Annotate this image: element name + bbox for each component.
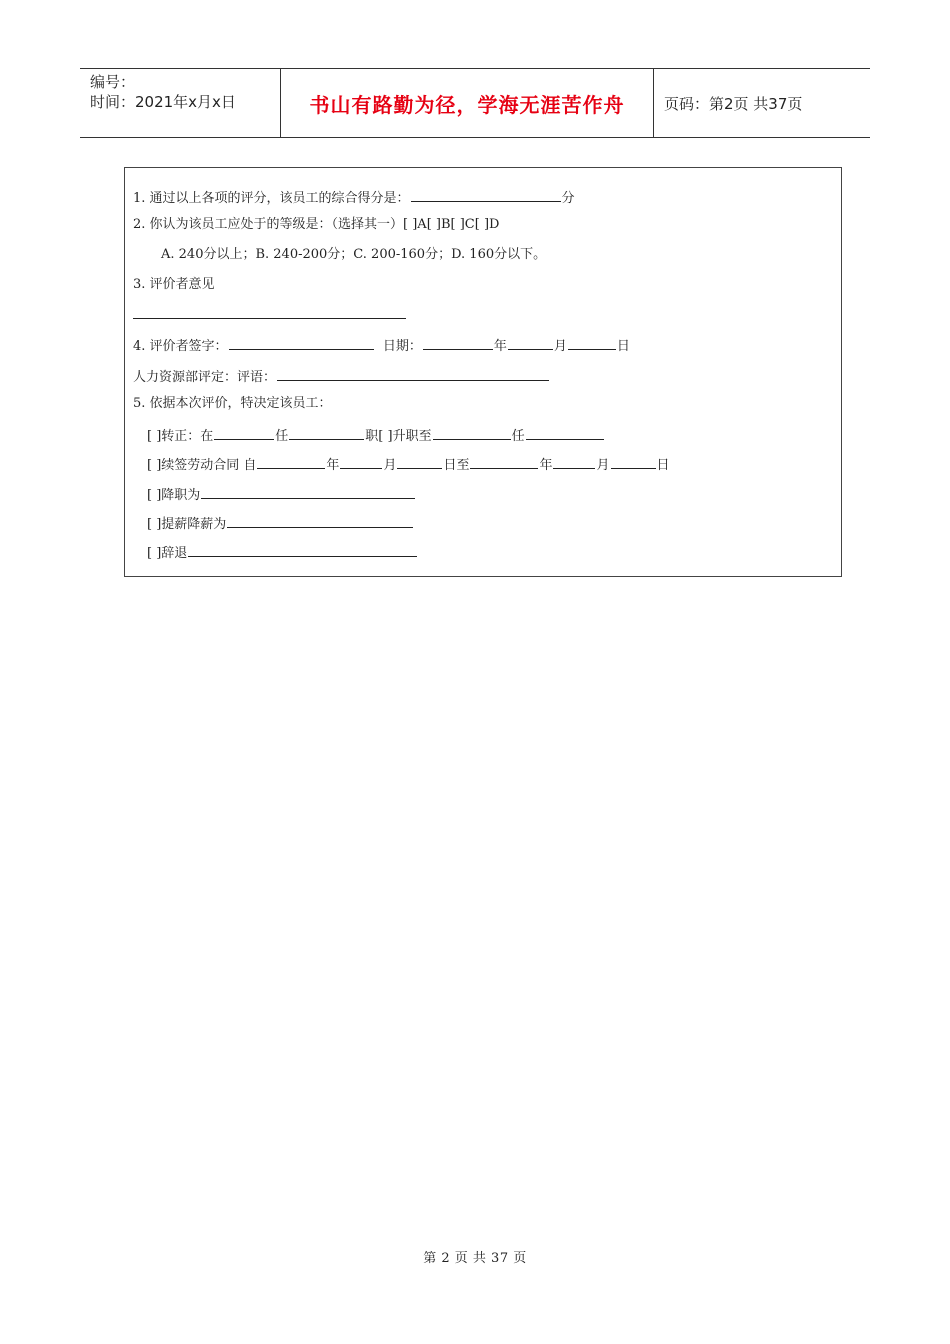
q2-scale: A. 240分以上；B. 240-200分；C. 200-160分；D. 160分以下。 [161, 247, 547, 262]
motto: 书山有路勤为径，学海无涯苦作舟 [309, 92, 625, 117]
hr-row [133, 366, 550, 387]
hr-comment-blank[interactable] [277, 366, 549, 381]
serial-label: 编号： [90, 73, 136, 91]
option-salary-row [147, 513, 414, 534]
header-meta [80, 69, 281, 137]
dismiss-blank[interactable] [188, 542, 417, 557]
confirm-dept-blank[interactable] [214, 425, 274, 440]
month-label: 月 [553, 339, 567, 354]
salary-blank[interactable] [227, 513, 413, 528]
q4-sign: 4. 评价者签字： [133, 339, 228, 354]
q2-row [133, 216, 499, 234]
renew-from-month-blank[interactable] [340, 454, 382, 469]
header-motto-cell [281, 69, 654, 137]
date-month-blank[interactable] [508, 335, 553, 350]
option-confirm-row [147, 425, 605, 446]
q1-row [133, 187, 575, 208]
opt1-prefix[interactable]: [ ]转正：在 [147, 429, 214, 444]
confirm-position-blank[interactable] [289, 425, 364, 440]
opt1-zhi[interactable]: 职[ ]升职至 [365, 429, 432, 444]
signature-blank[interactable] [229, 335, 374, 350]
q1-text: 1. 通过以上各项的评分，该员工的综合得分是： [133, 191, 410, 206]
q5-row [133, 395, 332, 413]
page-footer: 第 2 页 共 37 页 [423, 1251, 527, 1266]
q3-row [133, 276, 215, 294]
year-label: 年 [326, 458, 340, 473]
page-header [80, 68, 870, 138]
opt2-prefix[interactable]: [ ]续签劳动合同 自 [147, 458, 257, 473]
option-demote-row [147, 484, 416, 505]
time-label: 时间：2021年x月x日 [90, 93, 236, 111]
opt1-ren: 任 [275, 429, 289, 444]
opt5[interactable]: [ ]辞退 [147, 546, 188, 561]
opinion-blank[interactable] [133, 318, 406, 319]
date-day-blank[interactable] [568, 335, 616, 350]
header-page-cell [654, 69, 870, 137]
page-info: 页码：第2页 共37页 [664, 94, 803, 113]
evaluation-form [124, 167, 842, 577]
renew-from-year-blank[interactable] [257, 454, 325, 469]
month-label: 月 [596, 458, 610, 473]
renew-from-day-blank[interactable] [397, 454, 442, 469]
score-blank[interactable] [411, 187, 561, 202]
renew-to-month-blank[interactable] [553, 454, 595, 469]
day-label: 日 [616, 339, 630, 354]
year-label: 年 [493, 339, 507, 354]
q1-unit: 分 [561, 191, 575, 206]
month-label: 月 [383, 458, 397, 473]
promote-dept-blank[interactable] [433, 425, 511, 440]
date-year-blank[interactable] [423, 335, 493, 350]
option-renew-row [147, 454, 670, 475]
hr-label: 人力资源部评定：评语： [133, 370, 277, 385]
opt4[interactable]: [ ]提薪降薪为 [147, 517, 227, 532]
q4-row [133, 335, 630, 356]
day-label: 日 [656, 458, 670, 473]
q3-text: 3. 评价者意见 [133, 277, 215, 292]
promote-position-blank[interactable] [526, 425, 604, 440]
renew-to-year-blank[interactable] [470, 454, 538, 469]
opt2-to: 日至 [443, 458, 470, 473]
q4-date: 日期： [382, 339, 422, 354]
demote-blank[interactable] [201, 484, 415, 499]
opt1-ren2: 任 [511, 429, 525, 444]
q2-text[interactable]: 2. 你认为该员工应处于的等级是：（选择其一）[ ]A[ ]B[ ]C[ ]D [133, 217, 500, 232]
year-label: 年 [539, 458, 553, 473]
opt3[interactable]: [ ]降职为 [147, 488, 201, 503]
option-dismiss-row [147, 542, 418, 563]
q2-scale-row [161, 246, 546, 264]
q5-text: 5. 依据本次评价，特决定该员工： [133, 396, 332, 411]
renew-to-day-blank[interactable] [611, 454, 656, 469]
